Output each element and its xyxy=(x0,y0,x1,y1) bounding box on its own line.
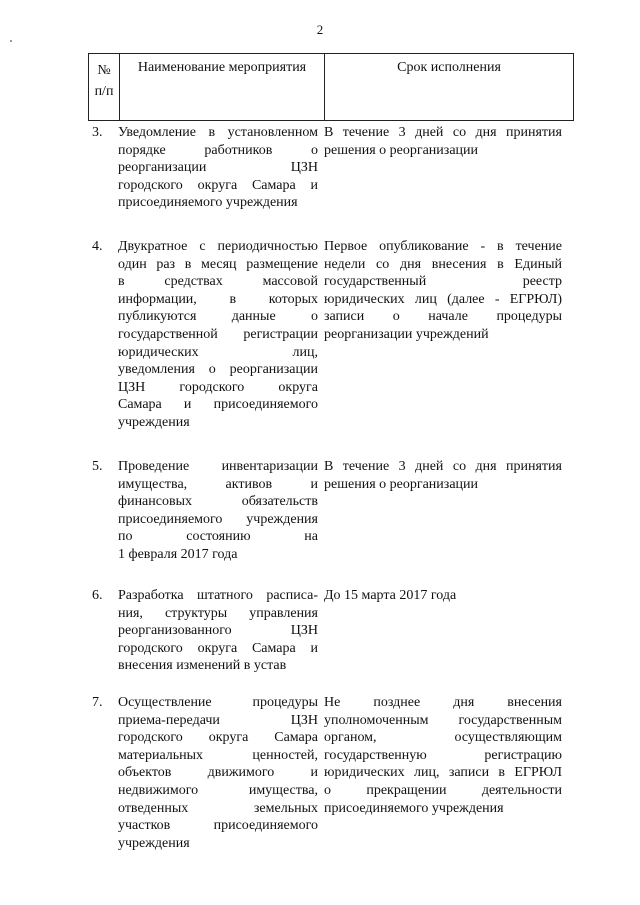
activity-line: присоединяемого учреждения xyxy=(118,195,298,211)
scan-mark xyxy=(10,40,12,42)
row-deadline xyxy=(324,124,562,159)
deadline-line: органом, осуществляющим xyxy=(324,730,562,746)
deadline-line: Первое опубликование - в течение xyxy=(324,239,562,254)
row-deadline xyxy=(324,694,562,817)
header-number-line: № xyxy=(97,63,111,78)
activity-line: один раз в месяц размещение xyxy=(118,256,318,272)
header-number-column xyxy=(89,54,120,121)
row-number: 6. xyxy=(92,588,103,603)
row-deadline xyxy=(324,458,562,493)
activity-line: реорганизации ЦЗН xyxy=(118,160,318,176)
row-deadline xyxy=(324,238,562,344)
header-name-column: Наименование мероприятия xyxy=(120,54,325,121)
deadline-line: уполномоченным государственным xyxy=(324,712,562,728)
row-activity-name xyxy=(118,694,318,852)
row-activity-name xyxy=(118,587,318,675)
activity-line: юридических лиц, xyxy=(118,344,318,360)
activity-line: недвижимого имущества, xyxy=(118,782,318,798)
activity-line: ЦЗН городского округа xyxy=(118,379,318,395)
deadline-line: недели со дня внесения в Единый xyxy=(324,256,562,272)
activity-line: объектов движимого и xyxy=(118,765,318,781)
activity-line: Проведение инвентаризации xyxy=(118,459,318,474)
page-number: 2 xyxy=(316,22,324,37)
row-activity-name xyxy=(118,124,318,212)
activity-line: Самара и присоединяемого xyxy=(118,397,318,413)
row-deadline xyxy=(324,587,562,605)
deadline-line: В течение 3 дней со дня принятия xyxy=(324,125,562,140)
activity-line: присоединяемого учреждения xyxy=(118,511,318,527)
activity-line: городского округа Самара xyxy=(118,730,318,746)
deadline-line: государственную регистрацию xyxy=(324,747,562,763)
row-number: 3. xyxy=(92,125,103,140)
activity-line: участков присоединяемого xyxy=(118,818,318,834)
header-term-column: Срок исполнения xyxy=(325,54,574,121)
activity-line: Осуществление процедуры xyxy=(118,695,318,710)
activity-line: публикуются данные о xyxy=(118,309,318,325)
activity-line: имущества, активов и xyxy=(118,476,318,492)
deadline-line: решения о реорганизации xyxy=(324,142,479,158)
deadline-line: о прекращении деятельности xyxy=(324,782,562,798)
deadline-line: До 15 марта 2017 года xyxy=(324,588,457,603)
row-number: 5. xyxy=(92,459,103,474)
activity-line: в средствах массовой xyxy=(118,274,318,290)
activity-line: приема-передачи ЦЗН xyxy=(118,712,318,728)
deadline-line: решения о реорганизации xyxy=(324,476,479,492)
activity-line: учреждения xyxy=(118,835,190,851)
deadline-line: присоединяемого учреждения xyxy=(324,800,504,816)
row-activity-name xyxy=(118,238,318,432)
activity-line: финансовых обязательств xyxy=(118,494,318,510)
activity-line: ния, структуры управления xyxy=(118,605,318,621)
deadline-line: записи о начале процедуры xyxy=(324,309,562,325)
header-number-line: п/п xyxy=(94,84,114,99)
deadline-line: государственный реестр xyxy=(324,274,562,290)
activity-line: по состоянию на xyxy=(118,529,318,545)
activity-line: уведомления о реорганизации xyxy=(118,362,318,378)
activity-line: отведенных земельных xyxy=(118,800,318,816)
activity-line: учреждения xyxy=(118,414,190,430)
table-header xyxy=(88,53,574,121)
activity-line: реорганизованного ЦЗН xyxy=(118,623,318,639)
activity-line: информации, в которых xyxy=(118,291,318,307)
activity-line: внесения изменений в устав xyxy=(118,658,287,674)
activity-line: 1 февраля 2017 года xyxy=(118,546,238,562)
activity-line: Уведомление в установленном xyxy=(118,125,318,140)
row-activity-name xyxy=(118,458,318,564)
row-number: 7. xyxy=(92,695,103,710)
activity-line: Разработка штатного расписа- xyxy=(118,588,318,603)
deadline-line: реорганизации учреждений xyxy=(324,326,489,342)
activity-line: порядке работников о xyxy=(118,142,318,158)
deadline-line: юридических лиц, записи в ЕГРЮЛ xyxy=(324,765,562,781)
deadline-line: В течение 3 дней со дня принятия xyxy=(324,459,562,474)
deadline-line: юридических лиц (далее - ЕГРЮЛ) xyxy=(324,291,562,307)
activity-line: городского округа Самара и xyxy=(118,640,318,656)
activity-line: материальных ценностей, xyxy=(118,747,318,763)
activity-line: городского округа Самара и xyxy=(118,177,318,193)
row-number: 4. xyxy=(92,239,103,254)
activity-line: государственной регистрации xyxy=(118,326,318,342)
activity-line: Двукратное с периодичностью xyxy=(118,239,318,254)
deadline-line: Не позднее дня внесения xyxy=(324,695,562,710)
